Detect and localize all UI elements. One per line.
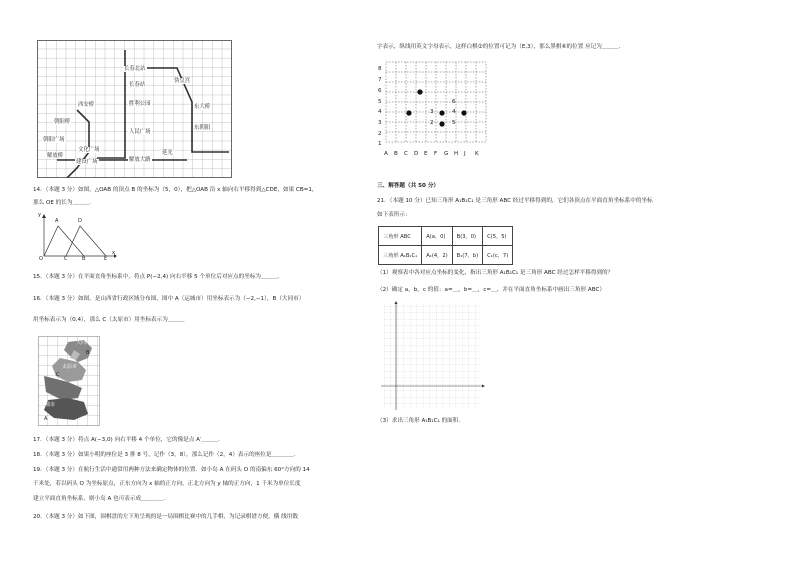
map-label: C — [56, 372, 60, 378]
map-label: A — [44, 416, 48, 422]
table-cell: 三角形 A₁B₁C₁ — [379, 246, 422, 265]
board-col-label: H — [454, 151, 459, 157]
fig-label: x — [112, 250, 115, 256]
station-label: 胜利公园 — [129, 101, 151, 107]
q21-sub1: （1）观察表中各对应点坐标的变化，指出三角形 A₁B₁C₁ 是三角形 ABC 经过怎样平移得到的？ — [377, 270, 614, 276]
board-row-label: 5 — [378, 99, 382, 105]
station-label: 东大桥 — [194, 104, 211, 110]
table-cell: B₁(7，b) — [452, 246, 482, 265]
q15-line: 15．（本题 3 分）在平面直角坐标系中，将点 P(−2,4) 向右平移 5 个单位后对应点的坐标为＿＿＿． — [33, 274, 284, 280]
stone-number: 2 — [430, 120, 434, 126]
fig-label: D — [78, 218, 82, 224]
q19-line1: 19．（本题 3 分）在航行生活中通常用两种方法来确定物体的位置．如小岛 A 在码头 O 的南偏东 60°方向的 14 — [33, 467, 310, 473]
board-row-label: 6 — [378, 88, 382, 94]
q16-line2: 用坐标表示为（0,4），那么 C（太原市）用坐标表示为＿＿＿ — [33, 317, 185, 323]
coordinate-table — [378, 226, 513, 265]
station-label: 延光 — [162, 150, 173, 156]
board-col-label: F — [434, 151, 438, 157]
fig-label: E — [104, 256, 108, 262]
station-label: 建设广场 — [76, 159, 98, 165]
station-label: 朝阳桥 — [54, 119, 71, 125]
board-col-label: B — [394, 151, 398, 157]
fig-label: y — [38, 212, 41, 218]
q14-line1: 14．（本题 3 分）如图，△OAB 的顶点 B 的坐标为（5，0），把△OAB 沿 x 轴向右平移得到△CDE，如果 CB=1， — [33, 187, 318, 193]
shanxi-map-figure — [38, 336, 100, 426]
station-label: 人民广场 — [129, 129, 151, 135]
table-row — [379, 246, 513, 265]
board-col-label: A — [384, 151, 388, 157]
fig-label: C — [64, 256, 68, 262]
station-label: 朝阳广场 — [43, 137, 65, 143]
map-label: 运城市 — [40, 402, 56, 408]
q21-line2: 如下表所示： — [377, 212, 411, 218]
shanxi-map-svg — [38, 336, 100, 426]
table-cell: A(a，0) — [422, 227, 452, 246]
station-label: 西安桥 — [78, 102, 95, 108]
board-row-label: 2 — [378, 131, 382, 137]
map-label: B — [86, 350, 90, 356]
q20-line1: 20．（本题 3 分）如下图，围棋盘的左下角呈现的是一局围棋比赛中的几手棋，为记录棋谱方便，横 线用数 — [33, 514, 298, 520]
q16-line1: 16．（本题 3 分）如图，是山西省行政区域分布图，图中 A（运城市）用坐标表示为（−2,−1），B（大同市） — [33, 296, 305, 302]
q21-line1: 21．（本题 10 分）已知三角形 A₁B₁C₁ 是三角形 ABC 经过平移得到的，它们各顶点在平面直角坐标系中的坐标 — [377, 198, 653, 204]
subway-map-figure — [37, 40, 232, 178]
go-board-figure — [374, 58, 494, 162]
board-row-label: 8 — [378, 66, 382, 72]
q19-line3: 建立平面直角坐标系，则小岛 A 也可表示成＿＿＿＿． — [33, 496, 170, 502]
coordinate-grid-svg — [378, 300, 488, 412]
board-row-label: 1 — [378, 141, 382, 147]
coordinate-grid-figure — [378, 300, 488, 412]
stone-number: 6 — [452, 99, 456, 105]
board-row-label: 4 — [378, 109, 382, 115]
q21-sub2: （2）确定 a，b，c 的值：a=＿，b=＿，c=＿，并在平面直角坐标系中画出三角形 ABC） — [377, 287, 605, 293]
q17-line: 17．（本题 3 分）将点 A(−3,0) 向右平移 4 个单位，它的像是点 A′＿＿＿． — [33, 437, 224, 443]
table-row — [379, 227, 513, 246]
table-cell: B(3，0) — [452, 227, 482, 246]
station-label: 长春站 — [129, 82, 146, 88]
station-label: 解放桥 — [47, 153, 64, 159]
go-board-svg — [374, 58, 494, 162]
map-label: 太原市 — [62, 364, 78, 370]
board-row-label: 3 — [378, 120, 382, 126]
stone-number: 3 — [430, 109, 434, 115]
board-col-label: K — [475, 151, 479, 157]
table-cell: C(5，5) — [483, 227, 513, 246]
q19-line2: 千米处，若以码头 O 为坐标原点，正东方向为 x 轴的正方向，正北方向为 y 轴的正方向，1 千米为单位长度 — [33, 481, 301, 487]
stone-number: 4 — [452, 109, 456, 115]
fig-label: A — [55, 218, 59, 224]
q20-line2: 字表示，纵线用英文字母表示，这样白棋②的位置可记为（E,3），那么黑棋⑥的位置 应记为＿＿＿． — [377, 44, 625, 50]
fig-label: B — [82, 256, 86, 262]
fig-label: O — [39, 256, 43, 262]
table-cell: C₁(c，7) — [483, 246, 513, 265]
board-col-label: C — [404, 151, 408, 157]
board-col-label: D — [414, 151, 419, 157]
q21-sub3: （3）求出三角形 A₁B₁C₁ 的面积． — [377, 418, 464, 424]
board-row-label: 7 — [378, 77, 382, 83]
board-col-label: J — [464, 151, 466, 157]
station-label: 解放大路 — [129, 157, 151, 163]
board-col-label: E — [424, 151, 428, 157]
q14-line2: 那么 OE 的长为＿＿＿． — [33, 200, 95, 206]
board-col-label: G — [444, 151, 449, 157]
map-label: 大同市 — [76, 340, 92, 346]
table-cell: A₁(4，2) — [422, 246, 452, 265]
table-cell: 三角形 ABC — [379, 227, 422, 246]
station-label: 长春北站 — [124, 66, 146, 72]
stone-number: 5 — [452, 120, 456, 126]
station-label: 文化广场 — [78, 147, 100, 153]
q14-triangle-figure — [38, 212, 118, 262]
section-title: 三、解答题（共 50 分） — [377, 183, 440, 189]
q18-line: 18．（本题 3 分）如果小明的座位是 3 排 8 号，记作（3，8），那么记作（2，4）表示的座位是＿＿＿＿． — [33, 452, 300, 458]
station-label: 东朝阳 — [194, 125, 211, 131]
station-label: 伪皇宫 — [174, 78, 191, 84]
